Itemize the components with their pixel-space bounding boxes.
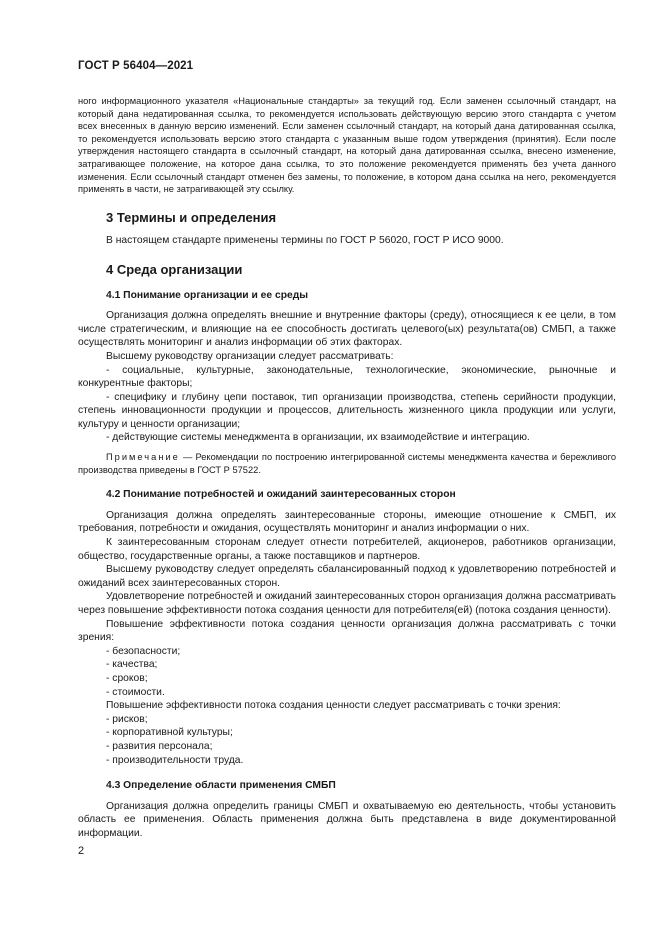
list-item: - рисков; (106, 713, 148, 725)
note-text: — Рекомендации по построению интегрированной системы менеджмента качества и бережливого производства приведены в ГОСТ Р 57522. (78, 452, 616, 475)
list-item: - действующие системы менеджмента в организации, их взаимодействие и интеграцию. (106, 432, 530, 444)
subsection-4-3-heading: 4.3 Определение области применения СМБП (106, 780, 336, 792)
list-item: - развития персонала; (106, 740, 213, 752)
list-item: - качества; (106, 659, 158, 671)
section-3-text: В настоящем стандарте применены термины по ГОСТ Р 56020, ГОСТ Р ИСО 9000. (106, 235, 504, 247)
paragraph: Высшему руководству организации следует рассматривать: (106, 350, 394, 362)
note-label: Примечание (106, 452, 180, 463)
paragraph: Высшему руководству следует определять сбалансированный подход к удовлетворению потребностей и ожиданий всех заинтересованных сторон. (78, 564, 616, 589)
list-item: - социальные, культурные, законодательные, технологические, экономические, рыночные и конкурентные факторы; (78, 364, 616, 390)
document-header: ГОСТ Р 56404—2021 (78, 60, 194, 72)
subsection-4-2-heading: 4.2 Понимание потребностей и ожиданий заинтересованных сторон (106, 489, 456, 501)
paragraph: К заинтересованным сторонам следует отнести потребителей, акционеров, работников организации, общество, государственные органы, а также поставщиков и партнеров. (78, 537, 616, 562)
list-item: - производительности труда. (106, 754, 244, 766)
paragraph: Удовлетворение потребностей и ожиданий заинтересованных сторон организация должна рассматривать через повышение эффективности потока создания ценности для потребителя(ей) (потока создания ценности). (78, 591, 616, 616)
section-4-heading: 4 Среда организации (106, 261, 243, 277)
list-item: - безопасности; (106, 645, 181, 657)
note (78, 451, 616, 476)
list-item: - сроков; (106, 672, 148, 684)
intro-paragraph: ного информационного указателя «Национальные стандарты» за текущий год. Если заменен ссылочный стандарт, на который дана недатированная ссылка, то рекомендуется использовать действующую версию этого стандарта с учетом всех внесенных в данную версию изменений. Если заменен ссылочный стандарт, на который дана датированная ссылка, то рекомендуется использовать версию этого стандарта с указанным выше годом утверждения (принятия). Если после утверждения настоящего стандарта в ссылочный стандарт, на который дана датированная ссылка, внесено изменение, затрагивающее положение, на которое дана ссылка, то это положение рекомендуется применять без учета данного изменения. Если ссылочный стандарт отменен без замены, то положение, в котором дана ссылка на него, рекомендуется применять в части, не затрагивающей эту ссылку. (78, 96, 616, 195)
paragraph: Повышение эффективности потока создания ценности организация должна рассматривать с точки зрения: (78, 618, 616, 644)
paragraph: Организация должна определять заинтересованные стороны, имеющие отношение к СМБП, их требования, потребности и ожидания, осуществлять мониторинг и анализ информации о них. (78, 509, 616, 535)
page-number: 2 (78, 845, 85, 857)
list-item: - стоимости. (106, 686, 165, 698)
section-3-heading: 3 Термины и определения (106, 209, 277, 225)
paragraph: Организация должна определять внешние и внутренние факторы (среду), относящиеся к ее цели, в том числе стратегическим, и влияющие на ее способность достигать целевого(ых) результата(ов) СМБП, а также осуществлять мониторинг и анализ информации об этих факторах. (78, 310, 616, 349)
list-item: - корпоративной культуры; (106, 727, 233, 739)
paragraph: Организация должна определить границы СМБП и охватываемую ею деятельность, чтобы установить область ее применения. Область применения должна быть представлена в виде документированной информации. (78, 800, 616, 839)
paragraph: Повышение эффективности потока создания ценности следует рассматривать с точки зрения: (106, 700, 561, 712)
subsection-4-1-heading: 4.1 Понимание организации и ее среды (106, 289, 309, 301)
list-item: - специфику и глубину цепи поставок, тип организации производства, степень серийности продукции, степень инновационности продукции и процессов, длительность жизненного цикла продукции или услуги, культуру и ценности организации; (78, 391, 616, 430)
document-body (78, 95, 616, 841)
